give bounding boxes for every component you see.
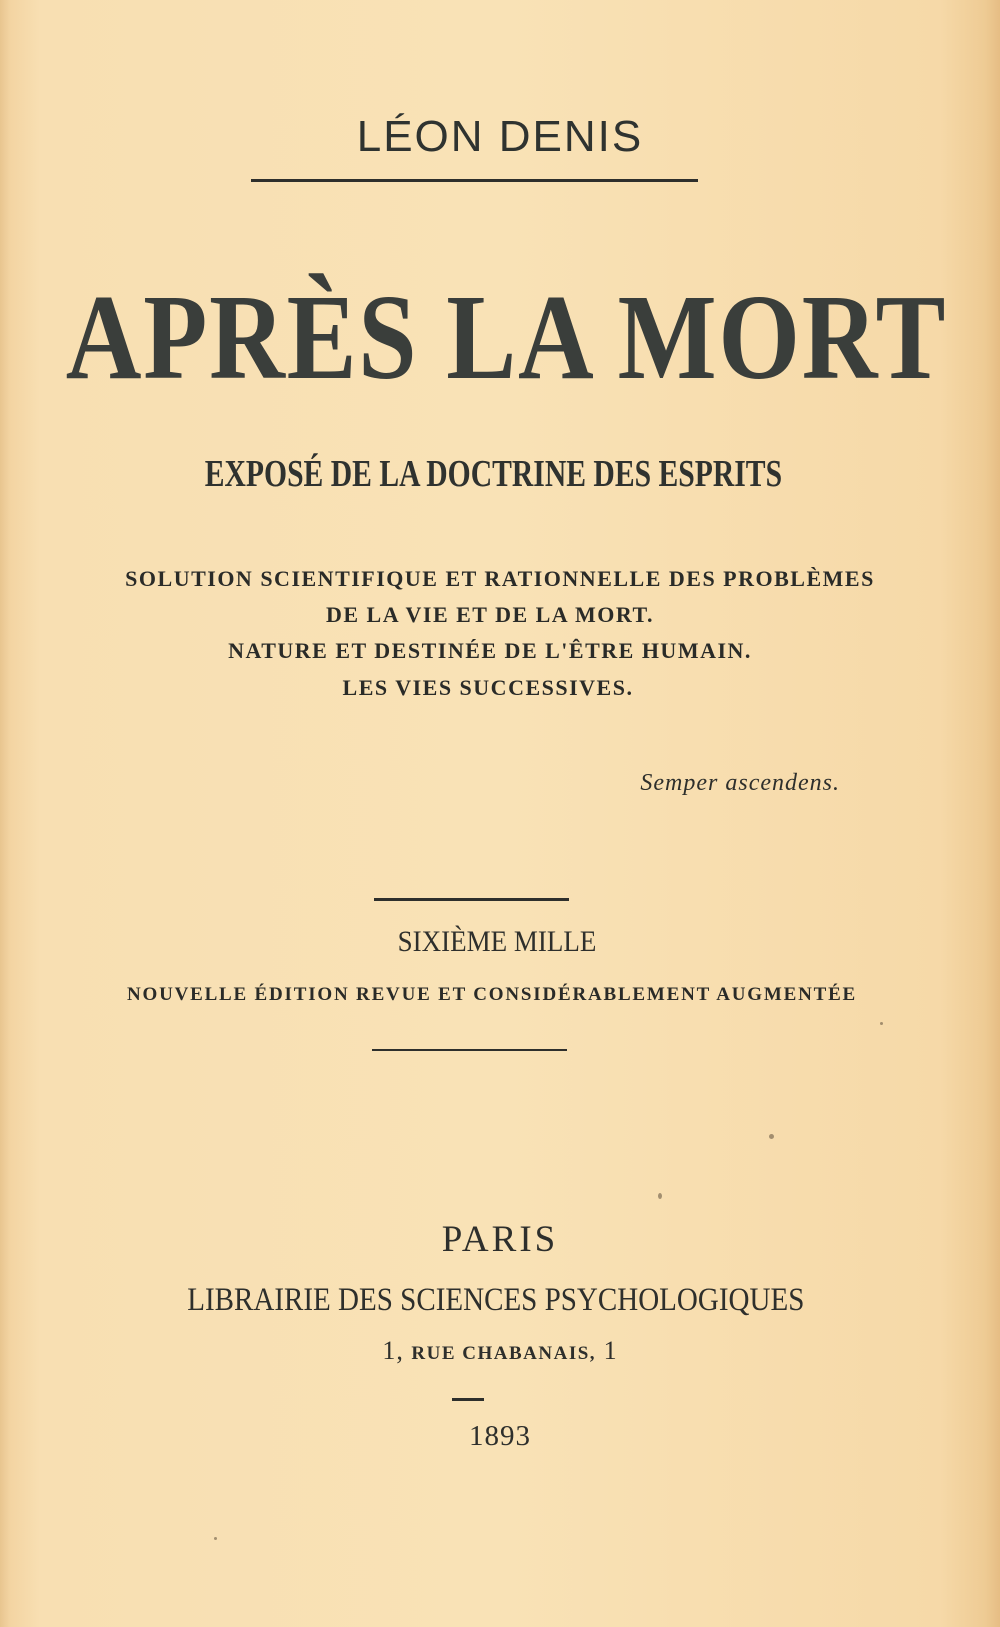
description-line-3: NATURE ET DESTINÉE DE L'ÊTRE HUMAIN. [228,638,752,663]
edition-note: NOUVELLE ÉDITION REVUE ET CONSIDÉRABLEMENT AUGMENTÉE [126,984,858,1005]
address-number-right: 1 [603,1336,618,1365]
author-name: LÉON DENIS [356,112,644,161]
book-subtitle: EXPOSÉ DE LA DOCTRINE DES ESPRITS [204,453,783,495]
paper-speck [769,1134,774,1139]
imprint-publisher: LIBRAIRIE DES SCIENCES PSYCHOLOGIQUES [187,1282,805,1318]
edition-rule-bottom [372,1049,567,1051]
imprint-year: 1893 [469,1420,531,1452]
paper-speck [214,1537,217,1540]
paper-speck [880,1022,883,1025]
book-title: APRÈS LA MORT [65,270,948,405]
description-line-2: DE LA VIE ET DE LA MORT. [325,602,655,627]
imprint-address [0,1336,1000,1366]
epigraph-motto: Semper ascendens. [640,770,840,796]
paper-speck [658,1193,662,1199]
address-number-left: 1, [382,1336,404,1365]
year-dash [452,1398,484,1401]
description-line-4: LES VIES SUCCESSIVES. [342,675,634,700]
edition-printing: SIXIÈME MILLE [397,925,597,958]
address-street: RUE CHABANAIS, [411,1343,597,1364]
description-line-1: SOLUTION SCIENTIFIQUE ET RATIONNELLE DES PROBLÈMES [125,566,875,591]
edition-rule-top [374,898,569,901]
imprint-city: PARIS [441,1219,559,1260]
author-rule [251,179,698,182]
